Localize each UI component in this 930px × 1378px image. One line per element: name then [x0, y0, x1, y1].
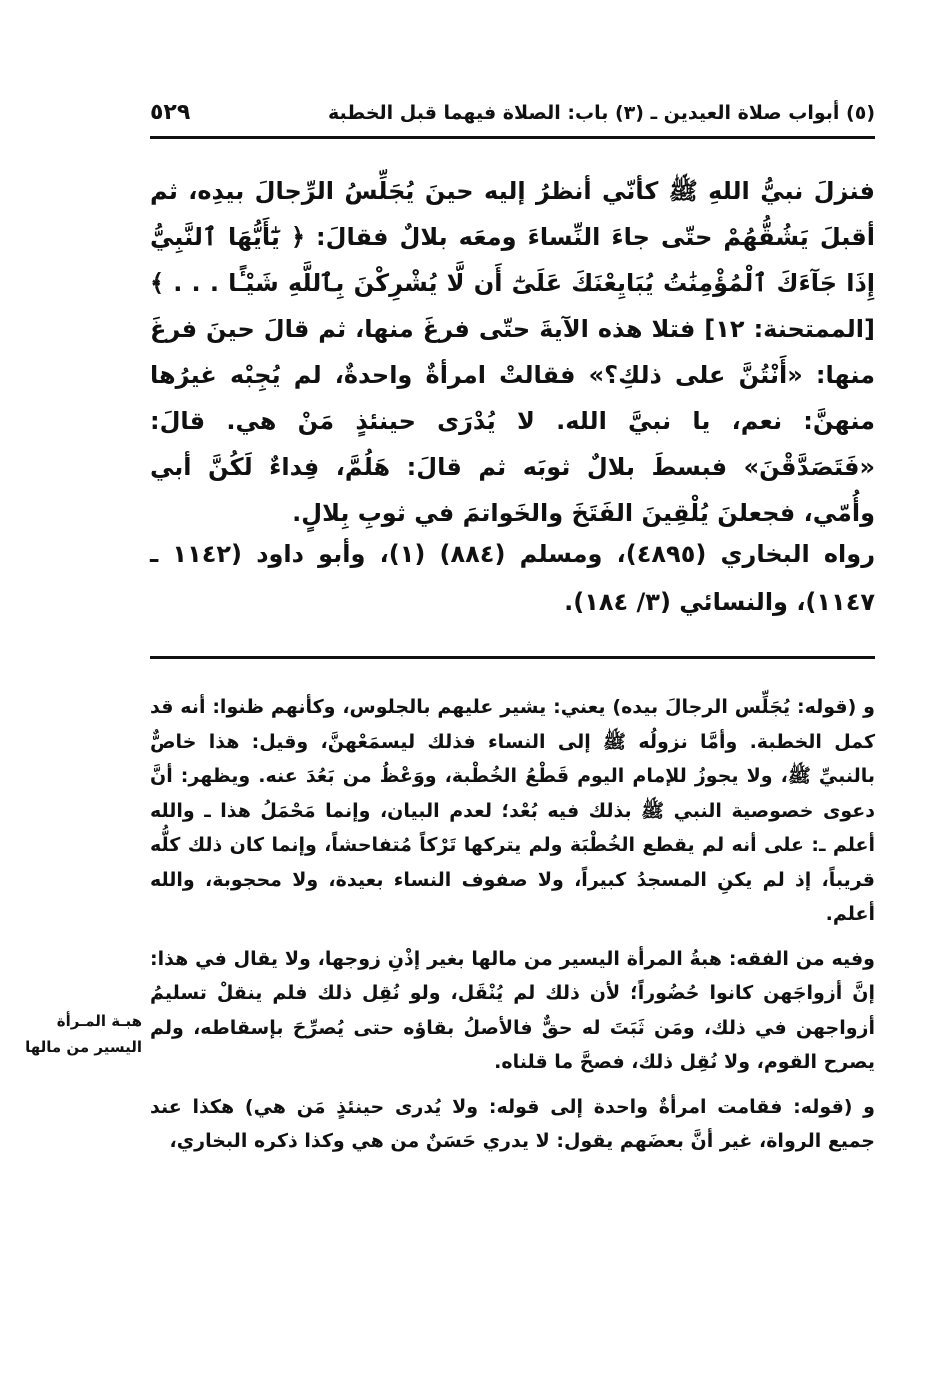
hadith-text-block	[150, 168, 875, 536]
commentary-paragraph: و (قوله: فقامت امرأةٌ واحدة إلى قوله: ولا يُدرى حينئذٍ مَن هي) هكذا عند جميع الرواة، غير أنَّ بعضَهم يقول: لا يدري حَسَنٌ من هي وكذا ذكره البخاري،	[150, 1095, 875, 1152]
page-header	[150, 100, 875, 139]
hadith-paragraph: فنزلَ نبيُّ اللهِ ﷺ كأنّي أنظرُ إليه حينَ يُجَلِّسُ الرِّجالَ بيدِه، ثم أقبلَ يَشُقُّهُمْ حتّى جاءَ النِّساءَ ومعَه بلالٌ فقالَ: ﴿ يَٰٓأَيُّهَا ٱلنَّبِيُّ إِذَا جَآءَكَ ٱلْمُؤْمِنَٰتُ يُبَايِعْنَكَ عَلَىٰٓ أَن لَّا يُشْرِكْنَ بِٱللَّهِ شَيْـًٔا . . . ﴾ [الممتحنة: ١٢] فتلا هذه الآيةَ حتّى فرغَ منها، ثم قالَ حينَ فرغَ منها: «أَنْتُنَّ على ذلكِ؟» فقالتْ امرأةٌ واحدةٌ، لم يُجِبْه غيرُها منهنَّ: نعم، يا نبيَّ الله. لا يُدْرَى حينئذٍ مَنْ هي. قالَ: «فَتَصَدَّقْنَ» فبسطَ بلالٌ ثوبَه ثم قالَ: هَلُمَّ، فِداءٌ لَكُنَّ أبي وأُمّي، فجعلنَ يُلْقِينَ الفَتَخَ والخَواتمَ في ثوبِ بِلالٍ.	[150, 177, 875, 527]
running-title: (٥) أبواب صلاة العيدين ـ (٣) باب: الصلاة فيهما قبل الخطبة	[328, 102, 875, 124]
commentary-paragraph: وفيه من الفقه: هبةُ المرأة اليسير من مالها بغير إذْنِ زوجها، ولا يقال في هذا: إنَّ أزواجَهن كانوا حُضُوراً؛ لأن ذلك لم يُنْقَل، ولو نُقِل ذلك فلم ينقلْ تسليمُ أزواجهن في ذلك، ومَن ثَبَتَ له حقٌّ فالأصلُ بقاؤه حتى يُصرِّحَ بإسقاطه، ولم يصرح القوم، ولا نُقِل ذلك، فصحَّ ما قلناه.	[150, 947, 875, 1073]
commentary-paragraph: و (قوله: يُجَلِّس الرجالَ بيده) يعني: يشير عليهم بالجلوس، وكأنهم ظنوا: أنه قد كمل الخطبة. وأمَّا نزولُه ﷺ إلى النساء فذلك ليسمَعْهنَّ، وقيل: هذا خاصٌّ بالنبيِّ ﷺ، ولا يجوزُ للإمام اليوم قَطْعُ الخُطْبة، ووَعْظُ من بَعُدَ عنه. ويظهر: أنَّ دعوى خصوصية النبي ﷺ بذلك فيه بُعْد؛ لعدم البيان، وإنما مَحْمَلُ هذا ـ والله أعلم ـ: على أنه لم يقطع الخُطْبَة ولم يتركها تَرْكاً مُتفاحشاً، وإنما كان ذلك كلُّه قريباً، إذ لم يكنِ المسجدُ كبيراً، ولا صفوف النساء بعيدة، ولا محجوبة، والله أعلم.	[150, 696, 875, 925]
takhrij-block	[150, 530, 875, 626]
section-divider	[150, 656, 875, 659]
margin-note: هبـة المـرأة اليسير من مالها	[25, 1012, 142, 1056]
page-number: ٥٢٩	[150, 100, 191, 125]
commentary-block	[150, 690, 875, 1159]
takhrij-paragraph: رواه البخاري (٤٨٩٥)، ومسلم (٨٨٤) (١)، وأبو داود (١١٤٢ ـ ١١٤٧)، والنسائي (٣/ ١٨٤).	[150, 540, 876, 616]
